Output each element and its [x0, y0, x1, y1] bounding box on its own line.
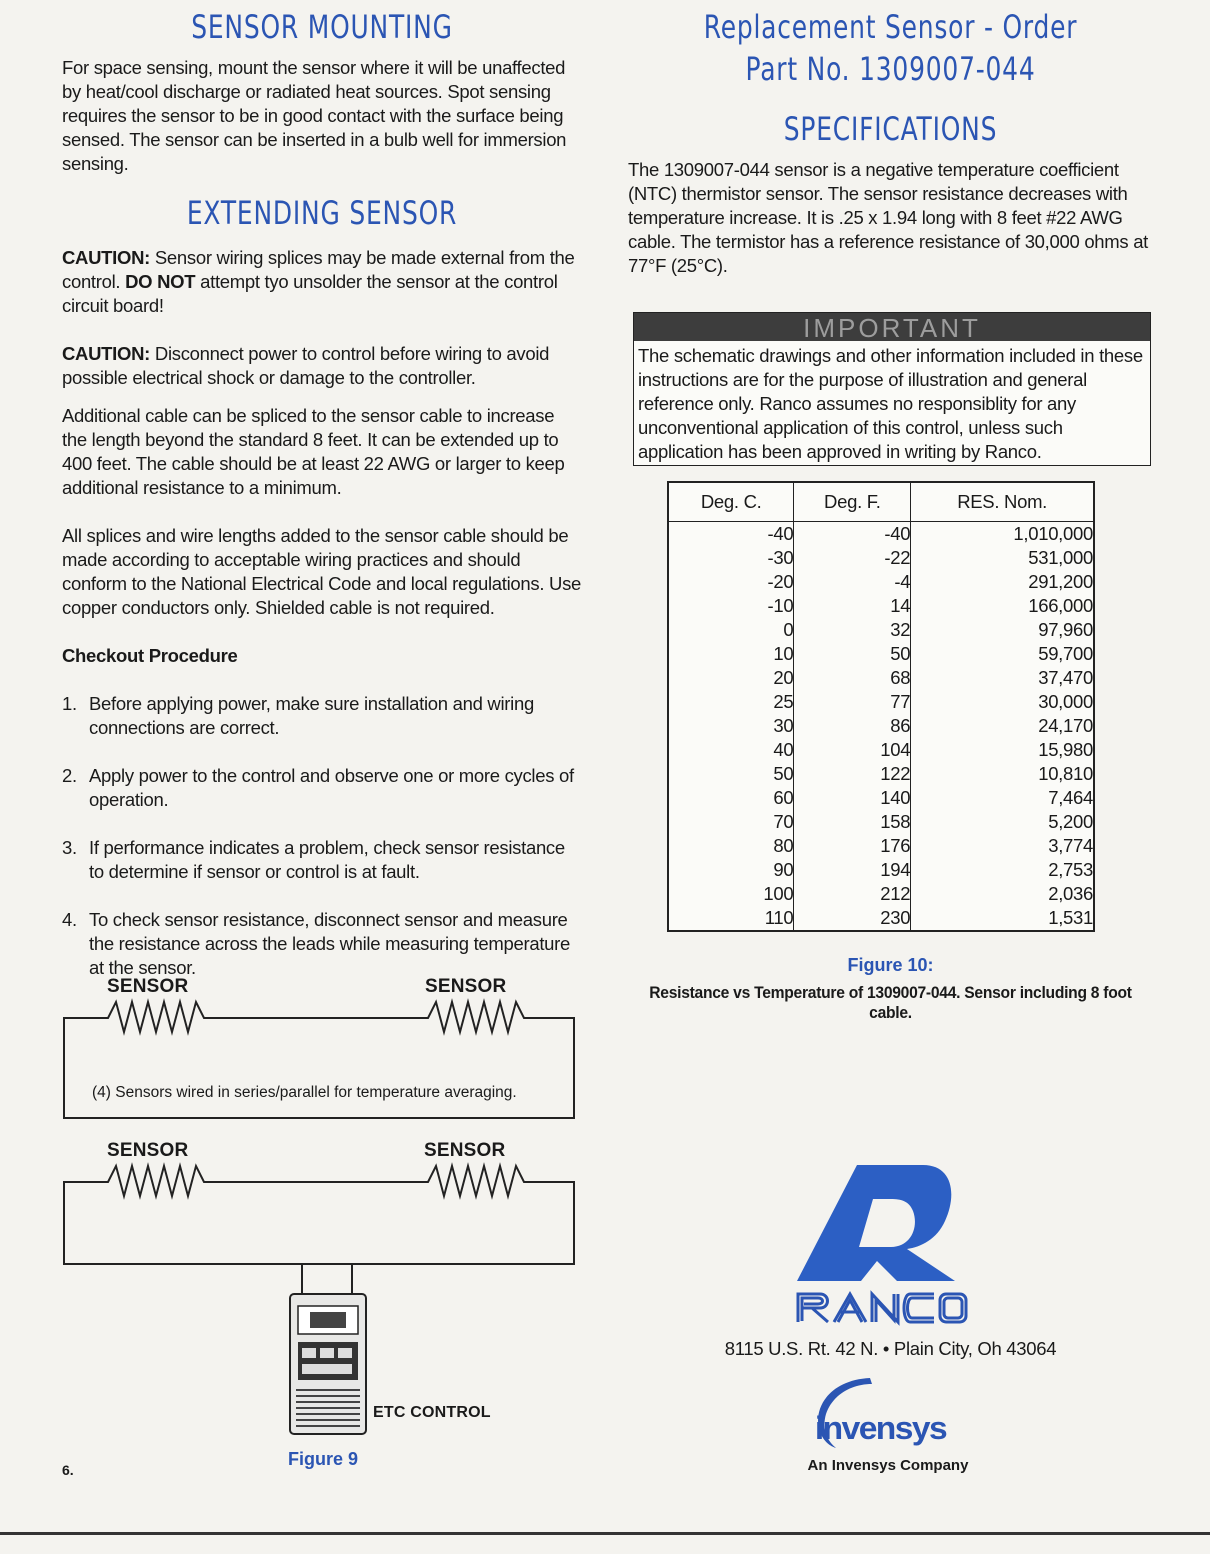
- cell-deg-c: 50: [773, 763, 794, 784]
- cell-resistance: 2,753: [911, 858, 1094, 882]
- cell-resistance: 166,000: [911, 594, 1094, 618]
- cell-deg-f: 212: [794, 882, 911, 906]
- table-row: [668, 882, 1094, 906]
- cell-deg-f: -40: [794, 522, 911, 547]
- table-row: [668, 834, 1094, 858]
- spec-paragraph: The 1309007-044 sensor is a negative temperature coefficient (NTC) thermistor sensor. The sensor resistance decreases with temperature increase. It is .25 x 1.94 long with 8 feet #22 AWG cable. The termistor has a reference resistance of 30,000 ohms at 77°F (25°C).: [628, 159, 1149, 276]
- caution-2-text: Disconnect power to control before wiring to avoid possible electrical shock or damage to the controller.: [62, 343, 550, 388]
- cell-deg-f: 176: [794, 834, 911, 858]
- page-bottom-rule: [0, 1532, 1210, 1535]
- table-row: [668, 546, 1094, 570]
- cell-deg-f: 158: [794, 810, 911, 834]
- caution-1-text-b: attempt tyo unsolder the sensor at the control circuit board!: [62, 271, 558, 316]
- etc-control-device: [290, 1294, 366, 1434]
- cell-resistance: 97,960: [911, 618, 1094, 642]
- cell-deg-c: 80: [773, 835, 794, 856]
- table-row: [668, 858, 1094, 882]
- cell-deg-c: -30: [767, 547, 794, 568]
- checkout-step: 4. To check sensor resistance, disconnect sensor and measure the resistance across the leads while measuring temperature at the sensor.: [62, 909, 571, 978]
- cell-deg-f: 68: [794, 666, 911, 690]
- checkout-title: Checkout Procedure: [62, 645, 238, 666]
- sensor-wiring-diagram: [62, 972, 582, 1472]
- table-row: [668, 786, 1094, 810]
- cell-deg-f: 32: [794, 618, 911, 642]
- important-title: IMPORTANT: [634, 313, 1150, 341]
- cell-resistance: 2,036: [911, 882, 1094, 906]
- caution-2: [62, 342, 582, 390]
- figure-9-caption: Figure 9: [288, 1449, 359, 1469]
- cell-deg-f: 14: [794, 594, 911, 618]
- checkout-step: 3. If performance indicates a problem, check sensor resistance to determine if sensor or control is at fault.: [62, 837, 565, 882]
- right-column: [628, 8, 1153, 278]
- table-row: [668, 906, 1094, 931]
- caution-1-text-a: Sensor wiring splices may be made external from the control.: [62, 247, 575, 292]
- cell-resistance: 291,200: [911, 570, 1094, 594]
- table-row: [668, 594, 1094, 618]
- header-res-nom: RES. Nom.: [911, 482, 1094, 522]
- table-row: [668, 570, 1094, 594]
- table-row: [668, 762, 1094, 786]
- splices-paragraph: All splices and wire lengths added to the sensor cable should be made according to acceptable wiring practices and should conform to the National Electrical Code and local regulations. Use copper conductors only. Shielded cable is not required.: [62, 525, 582, 618]
- cell-deg-f: 77: [794, 690, 911, 714]
- table-row: [668, 642, 1094, 666]
- address: 8115 U.S. Rt. 42 N. • Plain City, Oh 43064: [724, 1338, 1057, 1359]
- cell-deg-c: -10: [767, 595, 794, 616]
- company-line: An Invensys Company: [807, 1457, 969, 1474]
- cell-deg-c: -20: [767, 571, 794, 592]
- cell-deg-f: 140: [794, 786, 911, 810]
- sensor-label-top-right: SENSOR: [425, 976, 507, 997]
- caution-label: CAUTION:: [62, 247, 151, 268]
- page-number: 6.: [62, 1462, 74, 1478]
- cell-deg-c: 10: [773, 643, 794, 664]
- cell-deg-c: 60: [773, 787, 794, 808]
- ranco-wordmark: [794, 1290, 969, 1326]
- left-column: [62, 8, 582, 1004]
- cell-deg-c: 90: [773, 859, 794, 880]
- sensor-mounting-heading: SENSOR MOUNTING: [191, 8, 453, 46]
- sensor-label-top-left: SENSOR: [107, 976, 189, 997]
- cable-paragraph: Additional cable can be spliced to the sensor cable to increase the length beyond the standard 8 feet. It can be extended up to 400 feet. The cable should be at least 22 AWG or larger to keep additional resistance to a minimum.: [62, 405, 565, 498]
- extending-sensor-heading: EXTENDING SENSOR: [186, 194, 458, 232]
- cell-resistance: 1,531: [911, 906, 1094, 931]
- cell-deg-c: 40: [773, 739, 794, 760]
- table-row: [668, 714, 1094, 738]
- cell-resistance: 24,170: [911, 714, 1094, 738]
- cell-deg-c: 30: [773, 715, 794, 736]
- cell-deg-f: -4: [794, 570, 911, 594]
- invensys-wordmark: invensys: [814, 1410, 947, 1446]
- cell-deg-f: 230: [794, 906, 911, 931]
- do-not-emphasis: DO NOT: [125, 271, 196, 292]
- cell-deg-f: 86: [794, 714, 911, 738]
- etc-control-label: ETC CONTROL: [373, 1404, 491, 1421]
- cell-deg-f: 50: [794, 642, 911, 666]
- cell-deg-f: 122: [794, 762, 911, 786]
- cell-resistance: 15,980: [911, 738, 1094, 762]
- important-text: The schematic drawings and other information included in these instructions are for the purpose of illustration and general reference only. Ranco assumes no responsiblity for any unconventional application of this control, unless such application has been approved in writing by Ranco.: [638, 345, 1143, 462]
- cell-deg-f: 194: [794, 858, 911, 882]
- resistance-table: [667, 481, 1095, 932]
- mounting-paragraph: For space sensing, mount the sensor where it will be unaffected by heat/cool discharge or radiated heat sources. Spot sensing requires the sensor to be in good contact with the surface being sensed. The sensor can be inserted in a bulb well for immersion sensing.: [62, 57, 567, 174]
- cell-resistance: 5,200: [911, 810, 1094, 834]
- part-number-title: Part No. 1309007-044: [745, 50, 1036, 88]
- table-row: [668, 738, 1094, 762]
- table-row: [668, 810, 1094, 834]
- table-row: [668, 618, 1094, 642]
- header-deg-f: Deg. F.: [794, 482, 911, 522]
- cell-deg-c: -40: [767, 523, 794, 544]
- cell-deg-c: 110: [764, 907, 794, 928]
- caution-1: [62, 246, 582, 318]
- wiring-schematic: [62, 972, 582, 1472]
- table-body: [668, 522, 1094, 932]
- checkout-step: 1. Before applying power, make sure installation and wiring connections are correct.: [62, 693, 534, 738]
- cell-resistance: 37,470: [911, 666, 1094, 690]
- table-row: [668, 690, 1094, 714]
- cell-resistance: 30,000: [911, 690, 1094, 714]
- cell-deg-f: 104: [794, 738, 911, 762]
- cell-deg-c: 100: [763, 883, 794, 904]
- cell-deg-c: 25: [773, 691, 794, 712]
- caution-label: CAUTION:: [62, 343, 151, 364]
- figure-10-caption: Resistance vs Temperature of 1309007-044. Sensor including 8 foot cable.: [649, 983, 1132, 1022]
- sensor-label-bottom-left: SENSOR: [107, 1140, 189, 1161]
- cell-deg-c: 20: [773, 667, 794, 688]
- header-deg-c: Deg. C.: [668, 482, 794, 522]
- sensor-label-bottom-right: SENSOR: [424, 1140, 506, 1161]
- cell-resistance: 7,464: [911, 786, 1094, 810]
- cell-resistance: 59,700: [911, 642, 1094, 666]
- table-row: [668, 666, 1094, 690]
- cell-resistance: 10,810: [911, 762, 1094, 786]
- specifications-heading: SPECIFICATIONS: [783, 110, 998, 148]
- checkout-step: 2. Apply power to the control and observe one or more cycles of operation.: [62, 765, 574, 810]
- cell-deg-f: -22: [794, 546, 911, 570]
- cell-deg-c: 70: [773, 811, 794, 832]
- cell-resistance: 3,774: [911, 834, 1094, 858]
- cell-resistance: 1,010,000: [911, 522, 1094, 547]
- cell-resistance: 531,000: [911, 546, 1094, 570]
- cell-deg-c: 0: [783, 619, 794, 640]
- table-row: [668, 522, 1094, 547]
- important-notice-box: [633, 312, 1151, 466]
- replacement-title: Replacement Sensor - Order: [703, 8, 1078, 46]
- table-header-row: [668, 482, 1094, 522]
- figure-10-title: Figure 10:: [847, 955, 934, 975]
- checkout-steps: [62, 692, 582, 980]
- diagram-note: (4) Sensors wired in series/parallel for temperature averaging.: [92, 1084, 517, 1101]
